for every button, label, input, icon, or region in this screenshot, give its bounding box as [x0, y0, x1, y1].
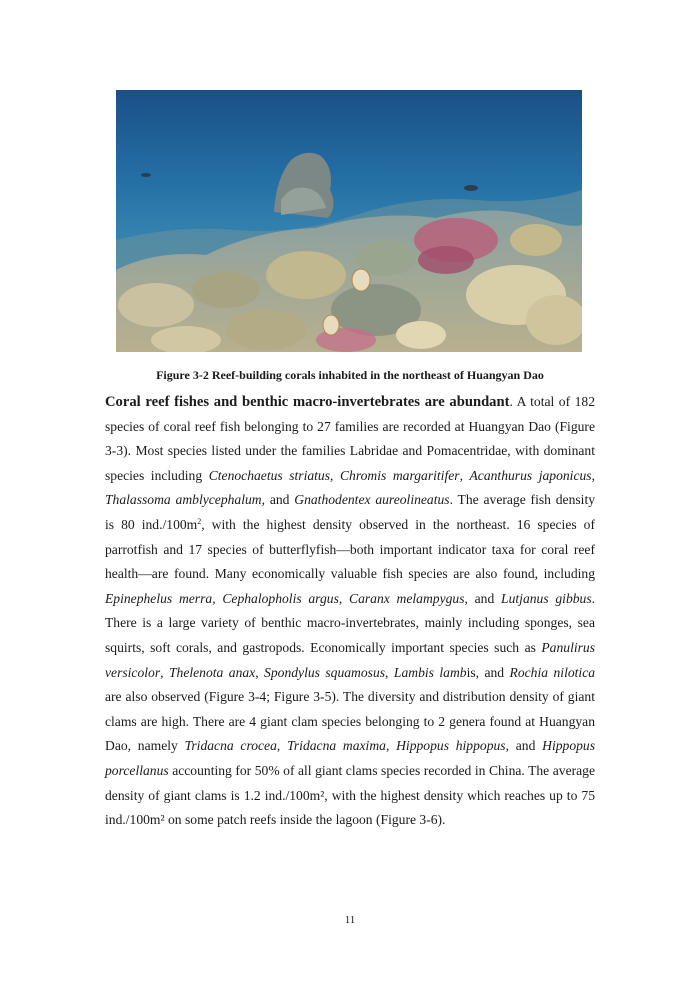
text-segment: , and — [505, 738, 543, 754]
species-name: Panulirus versicolor — [105, 639, 595, 680]
species-name: Chromis margaritifer — [339, 467, 460, 483]
body-paragraph — [105, 390, 595, 833]
species-name: Thelenota anax — [168, 664, 256, 680]
text-segment: , — [459, 467, 470, 483]
species-name: Rochia nilotica — [509, 664, 596, 680]
text-segment: , and — [261, 492, 295, 508]
species-name: Tridacna crocea — [184, 738, 277, 754]
text-segment: . A total of 182 species of coral reef fish belonging to 27 families are recorded at Huangyan Dao (Figure 3-3). Most species listed under the families Labridae and Pomacentridae, with dominant species including — [105, 394, 596, 483]
paragraph-text — [105, 394, 595, 827]
species-name: Cephalopholis argus — [222, 590, 339, 606]
text-segment: . The average fish density is 80 ind./100m — [105, 492, 596, 532]
text-segment: , — [160, 664, 169, 680]
page-number: 11 — [344, 914, 356, 926]
species-name: Hippopus hippopus — [396, 738, 506, 754]
reef-photo-illustration — [116, 90, 582, 352]
text-segment: , — [212, 590, 223, 606]
superscript: 2 — [197, 516, 202, 526]
species-name: Spondylus squamosus — [264, 664, 386, 680]
text-segment: are also observed (Figure 3-4; Figure 3-5). The diversity and distribution density of giant clams are high. There are 4 giant clam species belonging to 2 genera found at Huangyan Dao, namely — [105, 689, 595, 754]
species-name: Tridacna maxima — [287, 738, 386, 754]
species-name: Lambis lamb — [393, 664, 467, 680]
text-segment: accounting for 50% of all giant clams species recorded in China. The average density of giant clams is 1.2 ind./100m², with the highest density which reaches up to 75 ind./100m² on some patch reefs inside the lagoon (Figure 3-6). — [105, 762, 595, 828]
figure-caption: Figure 3-2 Reef-building corals inhabited in the northeast of Huangyan Dao — [156, 368, 544, 382]
text-segment: , — [591, 467, 595, 483]
species-name: Lutjanus gibbus — [501, 590, 592, 606]
species-name: Caranx melampygus — [349, 590, 465, 606]
text-segment: , with the highest density observed in the northeast. 16 species of parrotfish and 17 species of butterflyfish—both important indicator taxa for coral reef health—are found. Many economically valuable fish species are also found, including — [105, 516, 596, 582]
species-name: Thalassoma amblycephalum — [105, 492, 262, 508]
species-name: Acanthurus japonicus — [469, 467, 592, 483]
species-name: Hippopus porcellanus — [105, 738, 595, 778]
text-segment: , and — [464, 590, 502, 606]
text-segment: , — [338, 590, 350, 606]
species-name: Ctenochaetus striatus — [208, 467, 331, 483]
text-segment: , — [330, 467, 340, 483]
text-segment: . There is a large variety of benthic macro-invertebrates, mainly including sponges, sea squirts, soft corals, and gastropods. Economically important species such as — [105, 590, 596, 655]
species-name: Epinephelus merra — [105, 590, 213, 606]
text-segment: , — [385, 738, 397, 754]
body-text — [105, 390, 595, 833]
reef-photo — [116, 90, 582, 352]
paragraph-lead: Coral reef fishes and benthic macro-invertebrates are abundant — [105, 394, 510, 410]
text-segment: , — [276, 738, 288, 754]
text-segment: , — [255, 664, 265, 680]
text-segment: is, and — [466, 664, 510, 680]
species-name: Gnathodentex aureolineatus — [294, 492, 450, 508]
text-segment: , — [385, 664, 394, 680]
